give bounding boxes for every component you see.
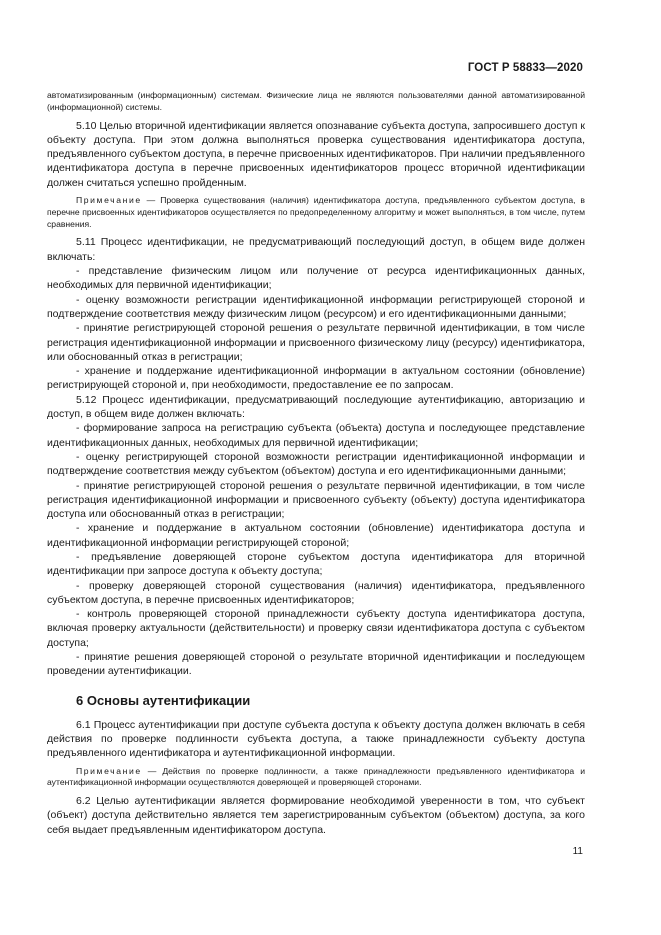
page-number: 11 [572, 846, 583, 857]
document-standard-id: ГОСТ Р 58833—2020 [467, 62, 583, 74]
list-item: - хранение и поддержание в актуальном состоянии (обновление) идентификатора доступа и идентификационной информации регистрирующей стороной; [47, 522, 585, 549]
paragraph-6-1: 6.1 Процесс аутентификации при доступе субъекта доступа к объекту доступа должен включать в себя действия по проверке подлинности субъекта доступа, а также принадлежности субъекту доступа предъявленного идентификатора и аутентификационной информации. [47, 718, 585, 760]
note-label: Примечание [76, 195, 142, 206]
note-6-1 [47, 766, 585, 790]
list-item: - принятие регистрирующей стороной решения о результате первичной идентификации, в том числе регистрация идентификационной информации и присвоенного субъекту (объекту) доступа идентификатора доступа или обоснованный отказ в регистрации; [47, 479, 585, 521]
note-text: — Проверка существования (наличия) идентификатора доступа, предъявленного субъектом доступа, в перечне присвоенных идентификаторов осуществляется по предопределенному алгоритму и может выполняться, в том числе, путем сравнения. [47, 195, 585, 229]
page-content [47, 90, 585, 837]
note-5-10 [47, 195, 585, 230]
paragraph-5-11-intro: 5.11 Процесс идентификации, не предусматривающий последующий доступ, в общем виде должен включать: [47, 236, 585, 263]
list-item: - предъявление доверяющей стороне субъектом доступа идентификатора для вторичной идентификации при запросе доступа к объекту доступа; [47, 551, 585, 578]
list-item: - контроль проверяющей стороной принадлежности субъекту доступа идентификатора доступа, включая проверку актуальности (действительности) и проверку связи идентификатора доступа с субъектом доступа; [47, 608, 585, 649]
list-item: - принятие регистрирующей стороной решения о результате первичной идентификации, в том числе регистрация идентификационной информации и присвоенного физическому лицу (ресурсу) идентификатора, или обоснованный отказ в регистрации; [47, 322, 585, 363]
note-label: Примечание [76, 765, 142, 776]
note-text: — Действия по проверке подлинности, а также принадлежности предъявленного идентификатора и аутентификационной информации осуществляются доверяющей и проверяющей сторонами. [47, 765, 585, 788]
list-item: - хранение и поддержание идентификационной информации в актуальном состоянии (обновление) регистрирующей стороной и, при необходимости, предоставление ее по запросам. [47, 365, 585, 392]
list-item: - проверку доверяющей стороной существования (наличия) идентификатора, предъявленного субъектом доступа, в перечне присвоенных идентификаторов; [47, 579, 585, 606]
continuation-paragraph: автоматизированным (информационным) системам. Физические лица не являются пользователями данной автоматизированной (информационной) системы. [47, 90, 585, 112]
list-item: - принятие решения доверяющей стороной о результате вторичной идентификации и последующем проведении аутентификации. [47, 651, 585, 678]
paragraph-5-10: 5.10 Целью вторичной идентификации является опознавание субъекта доступа, запросившего доступ к объекту доступа. При этом должна выполняться проверка существования идентификатора доступа, предъявленного субъектом доступа, в перечне присвоенных идентификаторов. При наличии предъявленного идентификатора доступа в перечне присвоенных идентификаторов процесс вторичной идентификации должен считаться успешно пройденным. [47, 119, 585, 189]
list-item: - представление физическим лицом или получение от ресурса идентификационных данных, необходимых для первичной идентификации; [47, 265, 585, 292]
paragraph-5-12-intro: 5.12 Процесс идентификации, предусматривающий последующие аутентификацию, авторизацию и доступ, в общем виде должен включать: [47, 393, 585, 421]
paragraph-6-2: 6.2 Целью аутентификации является формирование необходимой уверенности в том, что субъект (объект) доступа действительно является тем зарегистрированным субъектом (объектом) доступа, за кого себя выдает предъявленным идентификатором доступа. [47, 795, 585, 836]
list-item: - оценку регистрирующей стороной возможности регистрации идентификационной информации и подтверждение соответствия между субъектом (объектом) доступа и его идентификационными данными; [47, 450, 585, 478]
list-item: - формирование запроса на регистрацию субъекта (объекта) доступа и последующее представление идентификационных данных, необходимых для первичной идентификации; [47, 422, 585, 449]
section-6-heading: 6 Основы аутентификации [76, 692, 251, 708]
list-item: - оценку возможности регистрации идентификационной информации регистрирующей стороной и подтверждение соответствия между физическим лицом (ресурсом) и его идентификационными данными; [47, 293, 585, 320]
